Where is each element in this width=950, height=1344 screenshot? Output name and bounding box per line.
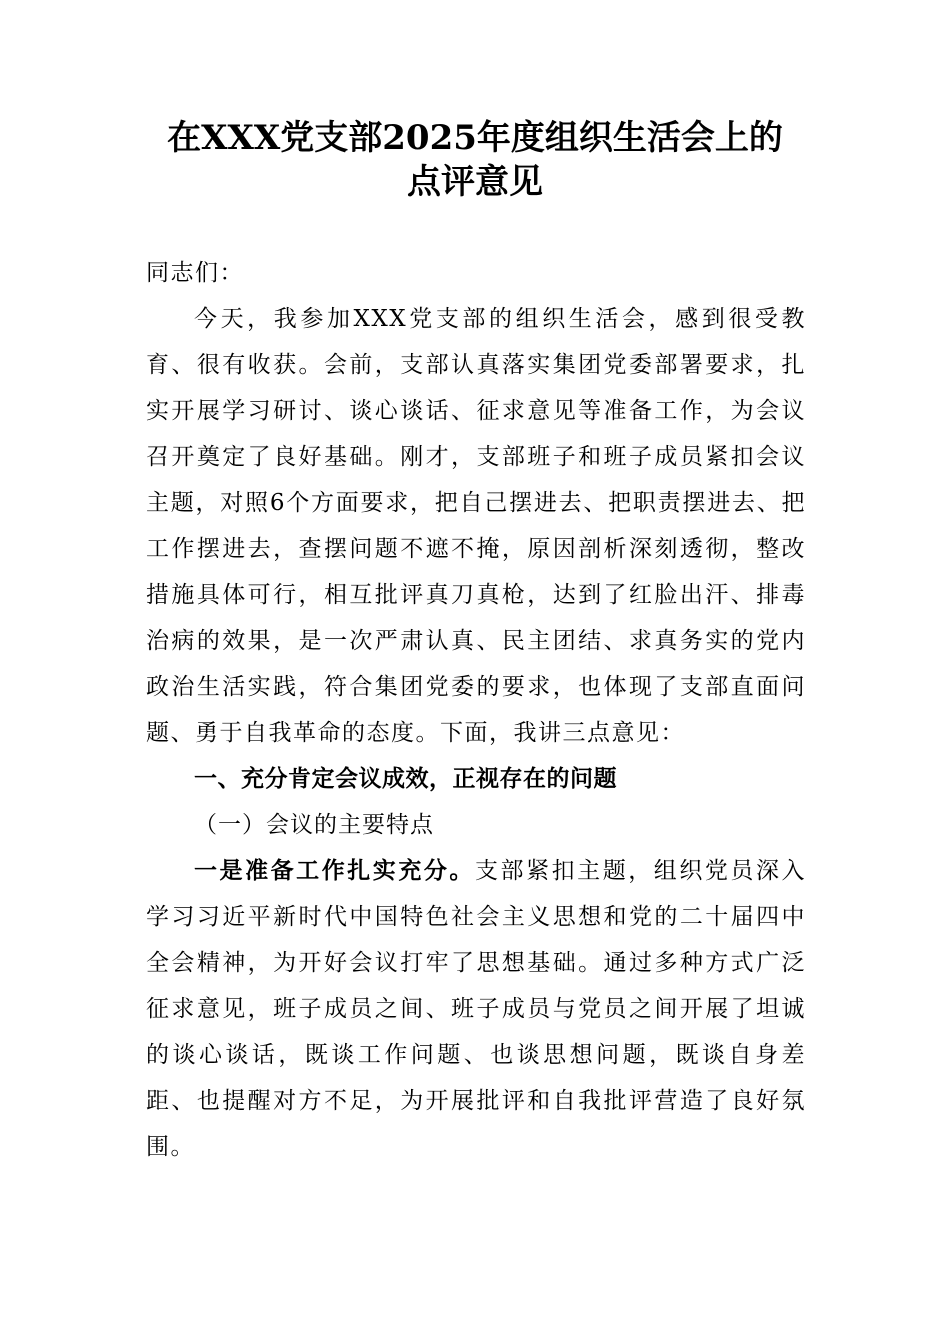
subsection-heading-1: （一）会议的主要特点 xyxy=(194,812,434,838)
point-1-paragraph xyxy=(146,848,806,1170)
document-title-line-1: 在XXX党支部2025年度组织生活会上的 xyxy=(167,118,783,158)
document-title-line-2: 点评意见 xyxy=(407,162,543,202)
point-1-lead: 一是准备工作扎实充分。 xyxy=(194,857,475,884)
point-1-text: 支部紧扣主题，组织党员深入学习习近平新时代中国特色社会主义思想和党的二十届四中全会精神，为开好会议打牢了思想基础。通过多种方式广泛征求意见，班子成员之间、班子成员与党员之间开展了坦诚的谈心谈话，既谈工作问题、也谈思想问题，既谈自身差距、也提醒对方不足，为开展批评和自我批评营造了良好氛围。 xyxy=(146,858,807,1160)
opening-paragraph: 今天，我参加XXX党支部的组织生活会，感到很受教育、很有收获。会前，支部认真落实集团党委部署要求，扎实开展学习研讨、谈心谈话、征求意见等准备工作，为会议召开奠定了良好基础。刚才，支部班子和班子成员紧扣会议主题，对照6个方面要求，把自己摆进去、把职责摆进去、把工作摆进去，查摆问题不遮不掩，原因剖析深刻透彻，整改措施具体可行，相互批评真刀真枪，达到了红脸出汗、排毒治病的效果，是一次严肃认真、民主团结、求真务实的党内政治生活实践，符合集团党委的要求，也体现了支部直面问题、勇于自我革命的态度。下面，我讲三点意见： xyxy=(146,306,806,746)
section-heading-1: 一、充分肯定会议成效，正视存在的问题 xyxy=(194,766,617,792)
document-body xyxy=(146,250,806,1170)
salutation: 同志们： xyxy=(146,260,244,286)
